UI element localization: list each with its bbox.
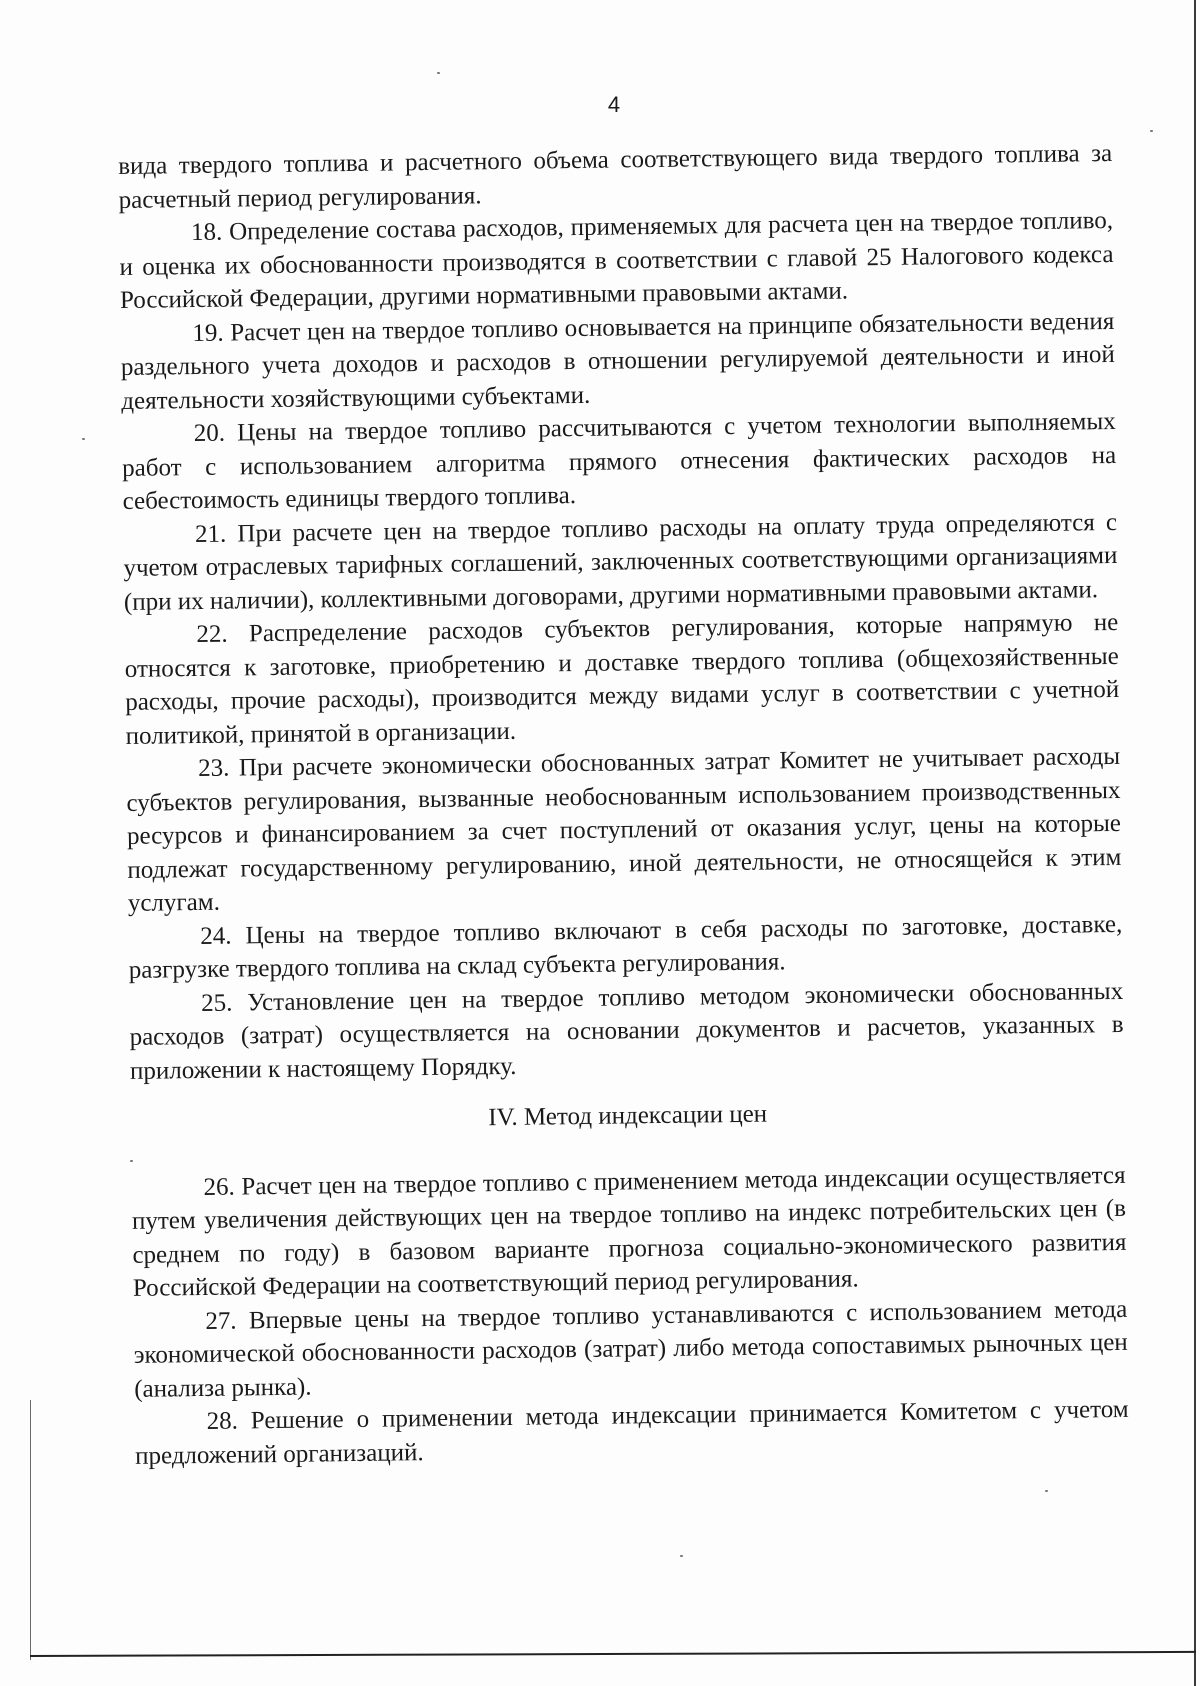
paragraph-continuation: вида твердого топлива и расчетного объема соответствующего вида твердого топлива за расчетный период регулирования. <box>118 139 1113 214</box>
paragraph-27: 27. Впервые цены на твердое топливо устанавливаются с использованием метода экономической обоснованности расходов (затрат) либо метода сопоставимых рыночных цен (анализа рынка). <box>133 1295 1128 1403</box>
section-heading: IV. Метод индексации цен <box>488 1100 768 1132</box>
paragraph-23: 23. При расчете экономически обоснованных затрат Комитет не учитывает расходы субъектов регулирования, вызванные необоснованным использованием производственных ресурсов и финансированием за счет поступлений от оказания услуг, цены на которые подлежат государственному регулированию, иной деятельности, не относящейся к этим услугам. <box>126 742 1122 917</box>
document-body <box>118 137 1129 1473</box>
scan-speck <box>1045 1490 1048 1492</box>
paragraph-21: 21. При расчете цен на твердое топливо расходы на оплату труда определяются с учетом отраслевых тарифных соглашений, заключенных соответствующими организациями (при их наличии), коллективными договорами, другими нормативными правовыми актами. <box>123 508 1118 616</box>
paragraph-24: 24. Цены на твердое топливо включают в себя расходы по заготовке, доставке, разгрузке твердого топлива на склад субъекта регулирования. <box>128 910 1123 984</box>
scan-edge-right <box>1194 0 1196 1686</box>
scan-speck <box>1150 130 1153 132</box>
paragraph-22: 22. Распределение расходов субъектов регулирования, которые напрямую не относятся к заготовке, приобретению и доставке твердого топлива (общехозяйственные расходы, прочие расходы), производится между видами услуг в соответствии с учетной политикой, принятой в организации. <box>124 608 1120 750</box>
scan-speck <box>437 72 440 74</box>
paragraph-26: 26. Расчет цен на твердое топливо с применением метода индексации осуществляется путем увеличения действующих цен на твердое топливо на индекс потребительских цен (в среднем по году) в базовом варианте прогноза социально-экономического развития Российской Федерации на соответствующий период регулирования. <box>131 1161 1127 1302</box>
scan-edge-bottom <box>30 1651 1196 1657</box>
scan-edge-left <box>30 1400 31 1660</box>
paragraph-25: 25. Установление цен на твердое топливо методом экономически обоснованных расходов (затрат) осуществляется на основании документов и расчетов, указанных в приложении к настоящему Порядку. <box>129 977 1124 1085</box>
paragraph-28: 28. Решение о применении метода индексации принимается Комитетом с учетом предложений организаций. <box>134 1395 1129 1470</box>
scan-speck <box>82 438 85 440</box>
scan-speck <box>680 1555 683 1557</box>
paragraph-19: 19. Расчет цен на твердое топливо основывается на принципе обязательности ведения раздельного учета доходов и расходов в отношении регулируемой деятельности и иной деятельности хозяйствующими субъектами. <box>120 307 1115 415</box>
paragraph-18: 18. Определение состава расходов, применяемых для расчета цен на твердое топливо, и оценка их обоснованности производятся в соответствии с главой 25 Налогового кодекса Российской Федерации, другими нормативными правовыми актами. <box>119 206 1114 314</box>
page-number: 4 <box>607 92 621 117</box>
paragraph-20: 20. Цены на твердое топливо рассчитываются с учетом технологии выполняемых работ с использованием алгоритма прямого отнесения фактических расходов на себестоимость единицы твердого топлива. <box>121 407 1117 515</box>
